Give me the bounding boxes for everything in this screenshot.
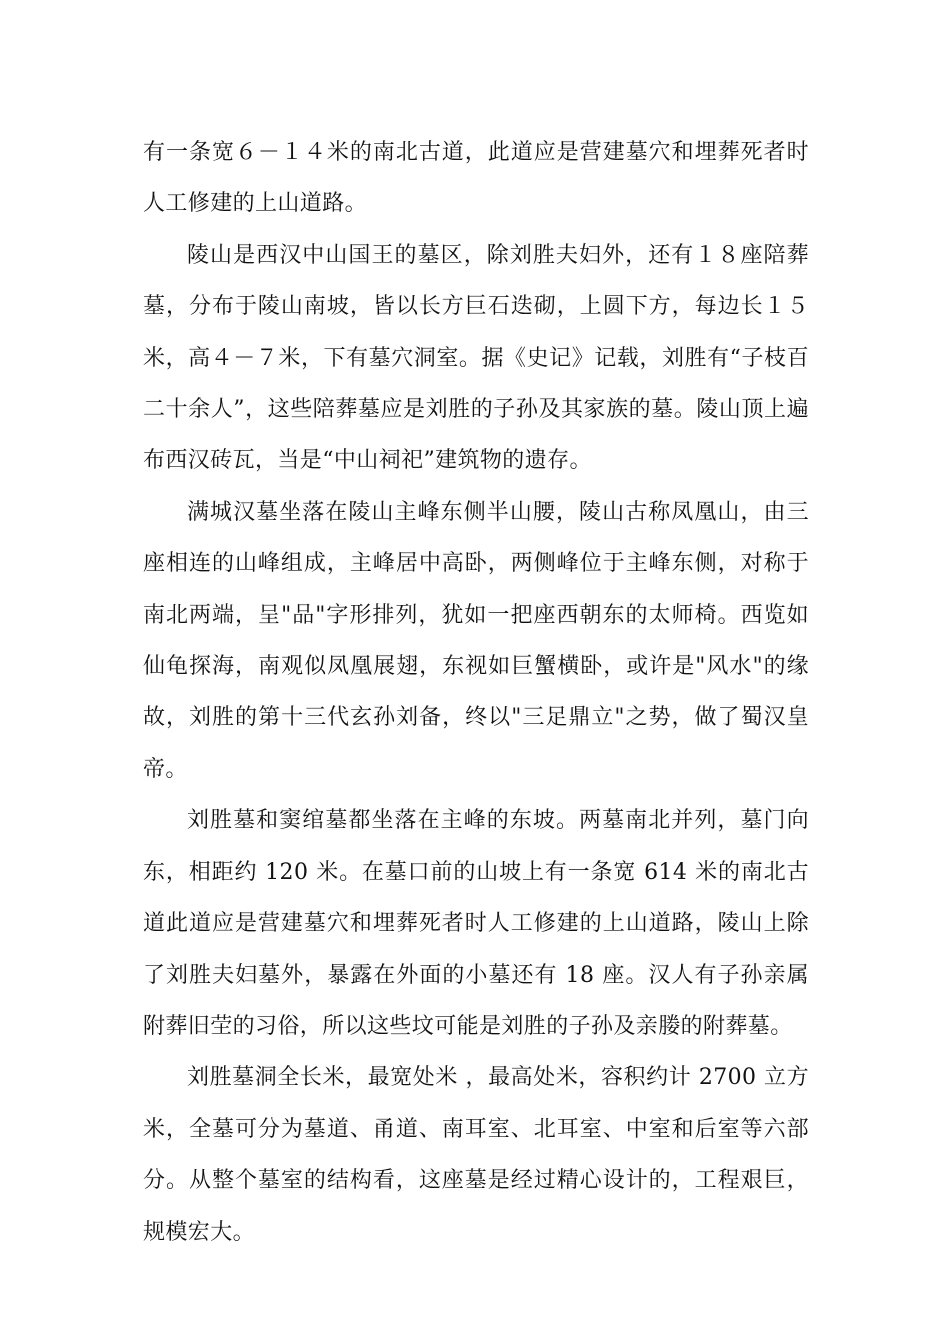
paragraph-4: 刘胜墓和窦绾墓都坐落在主峰的东坡。两墓南北并列，墓门向东，相距约 120 米。在墓口前的山坡上有一条宽 614 米的南北古道此道应是营建墓穴和埋葬死者时人工修建的上山道路，陵山上除了刘胜夫妇墓外，暴露在外面的小墓还有 18 座。汉人有子孙亲属附葬旧茔的习俗，所以这些坟可能是刘胜的子孙及亲媵的附葬墓。 bbox=[143, 808, 809, 1039]
paragraph-3: 满城汉墓坐落在陵山主峰东侧半山腰，陵山古称凤凰山，由三座相连的山峰组成，主峰居中高卧，两侧峰位于主峰东侧，对称于南北两端，呈"品"字形排列，犹如一把座西朝东的太师椅。西览如仙龟探海，南观似凤凰展翅，东视如巨蟹横卧，或许是"风水"的缘故，刘胜的第十三代玄孙刘备，终以"三足鼎立"之势，做了蜀汉皇帝。 bbox=[143, 499, 809, 782]
paragraph-2: 陵山是西汉中山国王的墓区，除刘胜夫妇外，还有１８座陪葬墓，分布于陵山南坡，皆以长方巨石迭砌，上圆下方，每边长１５米，高４－７米，下有墓穴洞室。据《史记》记载，刘胜有“子枝百二十余人”，这些陪葬墓应是刘胜的子孙及其家族的墓。陵山顶上遍布西汉砖瓦，当是“中山祠祀”建筑物的遗存。 bbox=[143, 242, 809, 474]
document-page bbox=[143, 127, 809, 1258]
paragraph-1: 有一条宽６－１４米的南北古道，此道应是营建墓穴和埋葬死者时人工修建的上山道路。 bbox=[143, 140, 809, 217]
paragraph-5: 刘胜墓洞全长米，最宽处米 ，最高处米，容积约计 2700 立方米，全墓可分为墓道、甬道、南耳室、北耳室、中室和后室等六部分。从整个墓室的结构看，这座墓是经过精心设计的，工程艰巨，规模宏大。 bbox=[143, 1065, 809, 1245]
